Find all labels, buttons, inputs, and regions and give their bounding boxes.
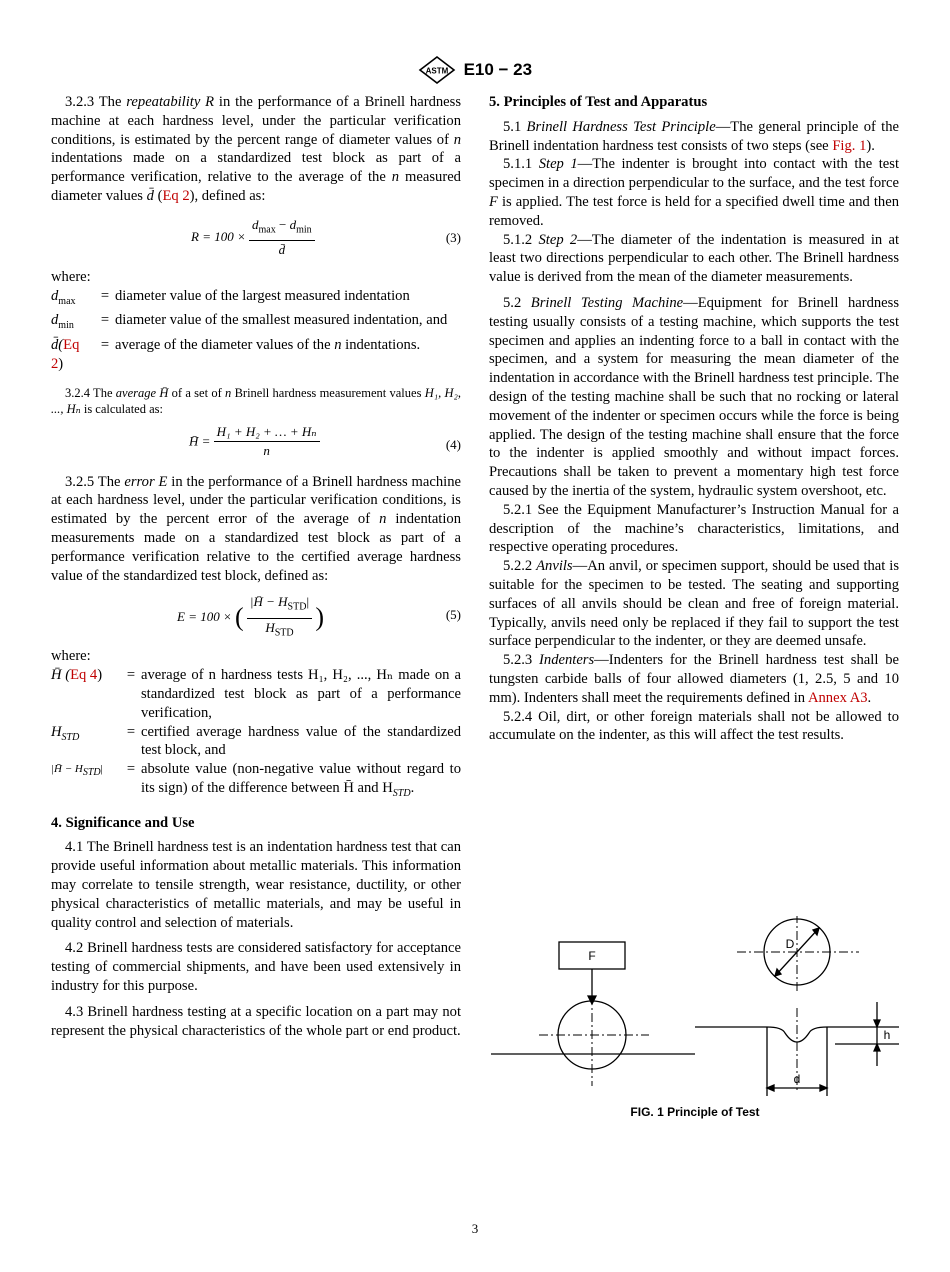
definition-row: |H̄ − $H_{STD}|$ = absolute value (non-negative value without regard to its sign) of the difference between H̄ and $H_{STD}$.	[51, 761, 461, 799]
para-3-2-5: 3.2.5 The error E in the performance of a Brinell hardness machine at each hardness level, under the particular verification conditions, is estimated by the percent error of the average of n indentation measurements made on a standardized test block as part of a performance verification relative to the certified average hardness value of the standardized test block, defined as:	[51, 473, 462, 584]
para-5-2-1: 5.2.1 See the Equipment Manufacturer’s Instruction Manual for a description of the machine’s characteristics, limitations, and respective operating procedures.	[489, 501, 899, 556]
label-F: F	[588, 949, 596, 963]
left-column	[51, 93, 461, 1040]
section-4-heading: 4. Significance and Use	[51, 814, 195, 831]
para-4-1: 4.1 The Brinell hardness test is an indentation hardness test that can provide useful information about metallic materials. This information may correlate to tensile strength, wear resistance, ductility, or other physical characteristics of metallic materials, and may be useful in quality control and selection of materials.	[51, 839, 461, 931]
eq4-link[interactable]: Eq 4	[70, 667, 98, 684]
definition-row: d̄(Eq 2) = average of the diameter values of the n indentations.	[51, 336, 421, 372]
equation-number: (4)	[445, 436, 461, 452]
equation-4: H̄ = $\frac{\text{H₁ + H₂ + … + Hₙ}}{n}$ (4)	[189, 423, 461, 459]
equation-number: (5)	[445, 607, 461, 623]
figure-1-caption: FIG. 1 Principle of Test	[630, 1105, 760, 1119]
para-4-2: 4.2 Brinell hardness tests are considered satisfactory for acceptance testing of commercial shipments, and have been used extensively in industry for this purpose.	[51, 940, 461, 995]
eq2-link[interactable]: Eq 2	[51, 336, 80, 372]
equation-number: (3)	[445, 229, 461, 245]
definitions-list	[51, 287, 461, 374]
definitions-list	[51, 666, 461, 803]
definition-row: H̄ (Eq 4) = average of n hardness tests H₁, H₂, ..., Hₙ made on a standardized test block as part of a performance verification,	[51, 667, 461, 721]
annex-a3-link[interactable]: Annex A3	[807, 689, 868, 706]
definition-row: $H_{STD}$ = certified average hardness value of the standardized test block, and	[51, 723, 461, 759]
para-5-1-1: 5.1.1 Step 1—The indenter is brought into contact with the test specimen in a direction perpendicular to the surface, and the test force F is applied. The test force is held for a specified dwell time and then removed.	[489, 156, 899, 229]
equation-3: R = 100 × $\frac{d_{max} - d_{min}}{d̄}$ (3)	[191, 216, 461, 258]
label-D: D	[785, 937, 795, 951]
para-5-2-3: 5.2.3 Indenters—Indenters for the Brinell hardness test shall be tungsten carbide balls of four allowed diameters (1, 2.5, 5 and 10 mm). Indenters shall meet the requirements defined in Annex A3.	[489, 652, 899, 706]
right-column	[489, 93, 899, 745]
fig1-link[interactable]: Fig. 1	[832, 137, 867, 154]
label-d: d	[793, 1072, 801, 1086]
page-number: 3	[471, 1221, 479, 1236]
para-5-2-4: 5.2.4 Oil, dirt, or other foreign materials shall not be allowed to accumulate on the indenter, as this will affect the test results.	[489, 708, 899, 744]
label-h: h	[883, 1028, 891, 1042]
astm-logo-text: ASTM	[425, 66, 449, 76]
eq2-link[interactable]: Eq 2	[162, 187, 190, 204]
para-3-2-4: 3.2.4 The average H̄ of a set of n Brinell hardness measurement values H₁, H₂, ..., Hₙ is calculated as:	[51, 385, 461, 416]
standard-designation: E10 − 23	[463, 59, 533, 79]
para-5-2: 5.2 Brinell Testing Machine—Equipment for Brinell hardness testing usually consists of a testing machine, which supports the test specimen and applies an indenting force to a ball in contact with the specimen, and a system for measuring the mean diameter of the indentation in accordance with the Brinell hardness test principle. The design of the testing machine shall be such that no rocking or lateral movement of the indenter or specimen occurs while the force is being applied. The design of the testing machine shall ensure that the force to the indenter is applied smoothly and without impact forces. Precautions shall be taken to prevent a momentary high test force caused by the inertia of the system, hydraulic system overshoot, etc.	[489, 294, 900, 499]
definition-row: $d_{max}$ = diameter value of the largest measured indentation	[51, 287, 410, 307]
equation-5: E = 100 × ( $\frac{|H̄ - H_{STD}|}{H_{STD}}$ ) (5)	[177, 594, 461, 639]
where-label: where:	[51, 268, 91, 285]
where-label: where:	[51, 648, 91, 665]
para-3-2-3: 3.2.3 The repeatability R in the performance of a Brinell hardness machine at each hardness level, under the particular verification conditions, is estimated by the percent range of diameter values of n indentations made on a standardized test block as part of a performance verification, relative to the average of the n measured diameter values d̄ (Eq 2), defined as:	[51, 94, 462, 204]
figure-1-principle-diagram	[489, 916, 901, 1106]
page-header	[0, 56, 950, 84]
definition-row: $d_{min}$ = diameter value of the smallest measured indentation, and	[51, 312, 448, 332]
para-5-1: 5.1 Brinell Hardness Test Principle—The general principle of the Brinell indentation hardness test consists of two steps (see Fig. 1).	[489, 118, 899, 154]
section-5-heading: 5. Principles of Test and Apparatus	[489, 94, 708, 110]
astm-logo-icon	[418, 56, 456, 84]
para-5-2-2: 5.2.2 Anvils—An anvil, or specimen support, should be used that is suitable for the specimen to be tested. The seating and supporting surfaces of all anvils should be clean and free of foreign material. Typically, anvils need only be replaced if they fail to support the test surface perpendicular to the indenter, or they are deemed unsafe.	[489, 558, 899, 650]
para-4-3: 4.3 Brinell hardness testing at a specific location on a part may not represent the physical characteristics of the whole part or end product.	[51, 1003, 461, 1039]
para-5-1-2: 5.1.2 Step 2—The diameter of the indentation is measured in at least two directions perpendicular to each other. The Brinell hardness value is derived from the mean of the diameter measurements.	[489, 231, 899, 286]
